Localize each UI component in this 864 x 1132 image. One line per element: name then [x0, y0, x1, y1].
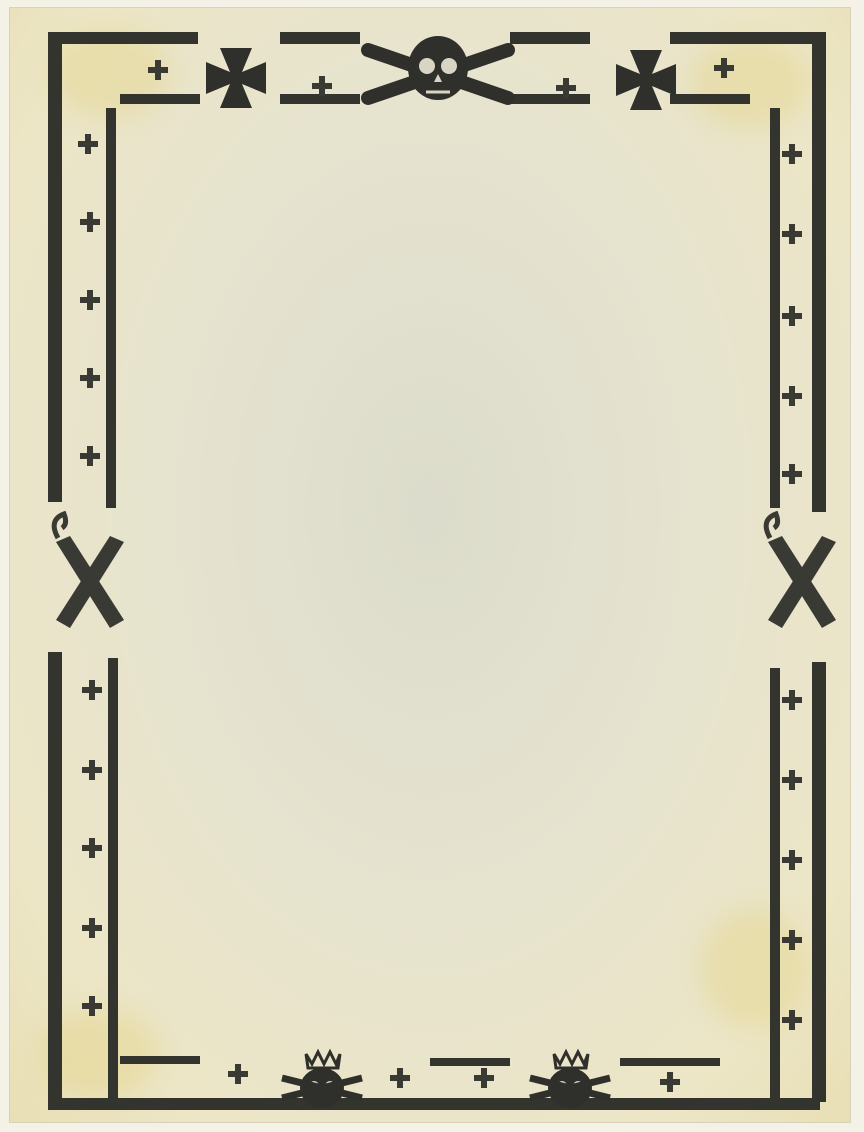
cross-divider	[140, 716, 760, 732]
small-cross-icon	[82, 760, 102, 780]
small-cross-icon	[78, 134, 98, 154]
small-cross-icon	[782, 144, 802, 164]
small-cross-icon	[714, 58, 734, 78]
memorial-card	[10, 8, 850, 1122]
maltese-cross-icon	[206, 48, 266, 108]
small-cross-icon	[782, 386, 802, 406]
small-cross-icon	[390, 1068, 410, 1088]
small-cross-icon	[82, 918, 102, 938]
small-cross-icon	[80, 446, 100, 466]
small-cross-icon	[148, 60, 168, 80]
small-cross-icon	[474, 1068, 494, 1088]
small-cross-icon	[82, 838, 102, 858]
small-cross-icon	[82, 680, 102, 700]
saltire-cross-icon	[54, 514, 124, 628]
small-cross-icon	[782, 464, 802, 484]
small-cross-icon	[312, 76, 332, 96]
small-cross-icon	[80, 368, 100, 388]
small-cross-icon	[782, 770, 802, 790]
small-cross-icon	[782, 930, 802, 950]
small-cross-icon	[660, 1072, 680, 1092]
small-cross-icon	[228, 1064, 248, 1084]
small-cross-icon	[782, 1010, 802, 1030]
saltire-cross-icon	[766, 514, 836, 628]
small-cross-icon	[782, 306, 802, 326]
skull-crossbones-icon	[368, 36, 508, 100]
decorative-frame	[10, 8, 850, 1122]
small-cross-icon	[782, 850, 802, 870]
small-cross-icon	[80, 212, 100, 232]
border-bars	[48, 32, 826, 1110]
small-cross-icon	[80, 290, 100, 310]
small-cross-icon	[82, 996, 102, 1016]
small-cross-icon	[782, 690, 802, 710]
small-cross-icon	[782, 224, 802, 244]
maltese-cross-icon	[616, 50, 676, 110]
